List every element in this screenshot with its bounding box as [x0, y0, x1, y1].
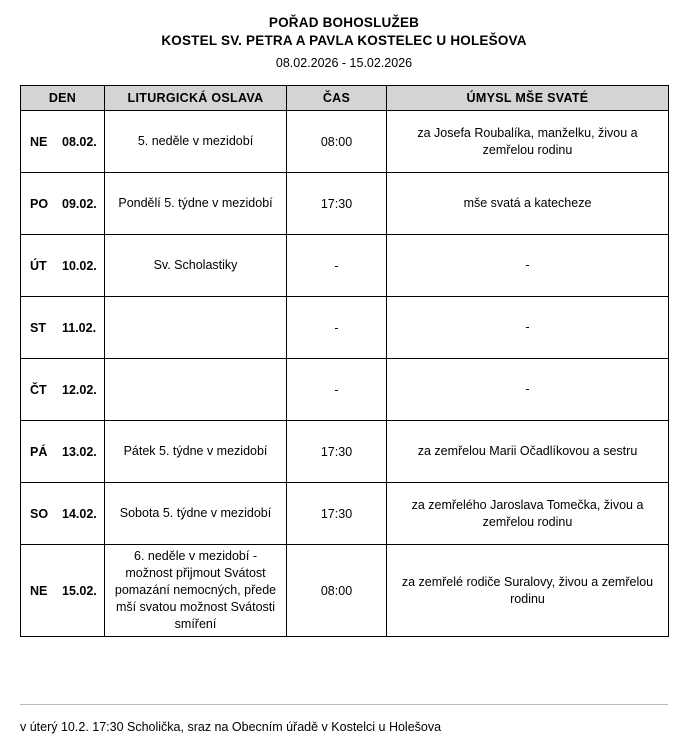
day-name: ČT — [30, 382, 47, 397]
page-subtitle: KOSTEL SV. PETRA A PAVLA KOSTELEC U HOLEŠOVA — [161, 33, 527, 48]
table-header — [21, 86, 669, 111]
cell-time: 17:30 — [287, 483, 387, 545]
cell-time: 08:00 — [287, 545, 387, 637]
cell-day — [21, 421, 105, 483]
schedule-table — [20, 85, 669, 637]
day-name: PO — [30, 196, 49, 211]
cell-liturgy — [105, 297, 287, 359]
cell-time: - — [287, 297, 387, 359]
cell-intention: za zemřelé rodiče Suralovy, živou a zemřelou rodinu — [387, 545, 669, 637]
cell-time: 17:30 — [287, 173, 387, 235]
table-row — [21, 111, 669, 173]
table-row — [21, 235, 669, 297]
cell-liturgy: 6. neděle v mezidobí - možnost přijmout Svátost pomazání nemocných, přede mší svatou možnost Svátosti smíření — [105, 545, 287, 637]
cell-intention: - — [387, 235, 669, 297]
document-header — [0, 0, 688, 73]
cell-liturgy — [105, 359, 287, 421]
cell-intention: - — [387, 297, 669, 359]
table-row — [21, 297, 669, 359]
day-date: 13.02. — [62, 444, 97, 459]
cell-day — [21, 483, 105, 545]
table-row — [21, 359, 669, 421]
day-date: 11.02. — [62, 320, 97, 335]
column-header-time: ČAS — [287, 86, 387, 111]
date-range: 08.02.2026 - 15.02.2026 — [275, 56, 413, 70]
table-body — [21, 111, 669, 637]
cell-intention: za zemřelého Jaroslava Tomečka, živou a zemřelou rodinu — [387, 483, 669, 545]
cell-day — [21, 297, 105, 359]
column-header-day: DEN — [21, 86, 105, 111]
cell-day — [21, 359, 105, 421]
day-date: 12.02. — [62, 382, 97, 397]
cell-liturgy: Pondělí 5. týdne v mezidobí — [105, 173, 287, 235]
cell-intention: za zemřelou Marii Očadlíkovou a sestru — [387, 421, 669, 483]
table-row — [21, 421, 669, 483]
day-name: SO — [30, 506, 49, 521]
cell-day — [21, 545, 105, 637]
table-row — [21, 483, 669, 545]
day-date: 09.02. — [62, 196, 97, 211]
cell-time: 08:00 — [287, 111, 387, 173]
table-header-row — [21, 86, 669, 111]
cell-intention: mše svatá a katecheze — [387, 173, 669, 235]
day-date: 15.02. — [62, 583, 97, 598]
day-name: ST — [30, 320, 46, 335]
day-name: ÚT — [30, 258, 47, 273]
cell-liturgy: Sv. Scholastiky — [105, 235, 287, 297]
table-row — [21, 173, 669, 235]
day-date: 08.02. — [62, 134, 97, 149]
day-date: 14.02. — [62, 506, 97, 521]
day-name: NE — [30, 134, 48, 149]
day-name: NE — [30, 583, 48, 598]
schedule-table-wrapper — [20, 85, 668, 637]
cell-liturgy: Sobota 5. týdne v mezidobí — [105, 483, 287, 545]
cell-liturgy: Pátek 5. týdne v mezidobí — [105, 421, 287, 483]
cell-intention: - — [387, 359, 669, 421]
table-row — [21, 545, 669, 637]
column-header-intention: ÚMYSL MŠE SVATÉ — [387, 86, 669, 111]
cell-day — [21, 235, 105, 297]
cell-intention: za Josefa Roubalíka, manželku, živou a zemřelou rodinu — [387, 111, 669, 173]
day-date: 10.02. — [62, 258, 97, 273]
cell-day — [21, 173, 105, 235]
cell-time: - — [287, 235, 387, 297]
day-name: PÁ — [30, 444, 48, 459]
page-title: POŘAD BOHOSLUŽEB — [268, 15, 420, 30]
cell-time: - — [287, 359, 387, 421]
cell-liturgy: 5. neděle v mezidobí — [105, 111, 287, 173]
column-header-liturgy: LITURGICKÁ OSLAVA — [105, 86, 287, 111]
cell-time: 17:30 — [287, 421, 387, 483]
cell-day — [21, 111, 105, 173]
footer-note: v úterý 10.2. 17:30 Scholička, sraz na Obecním úřadě v Kostelci u Holešova — [20, 704, 668, 735]
